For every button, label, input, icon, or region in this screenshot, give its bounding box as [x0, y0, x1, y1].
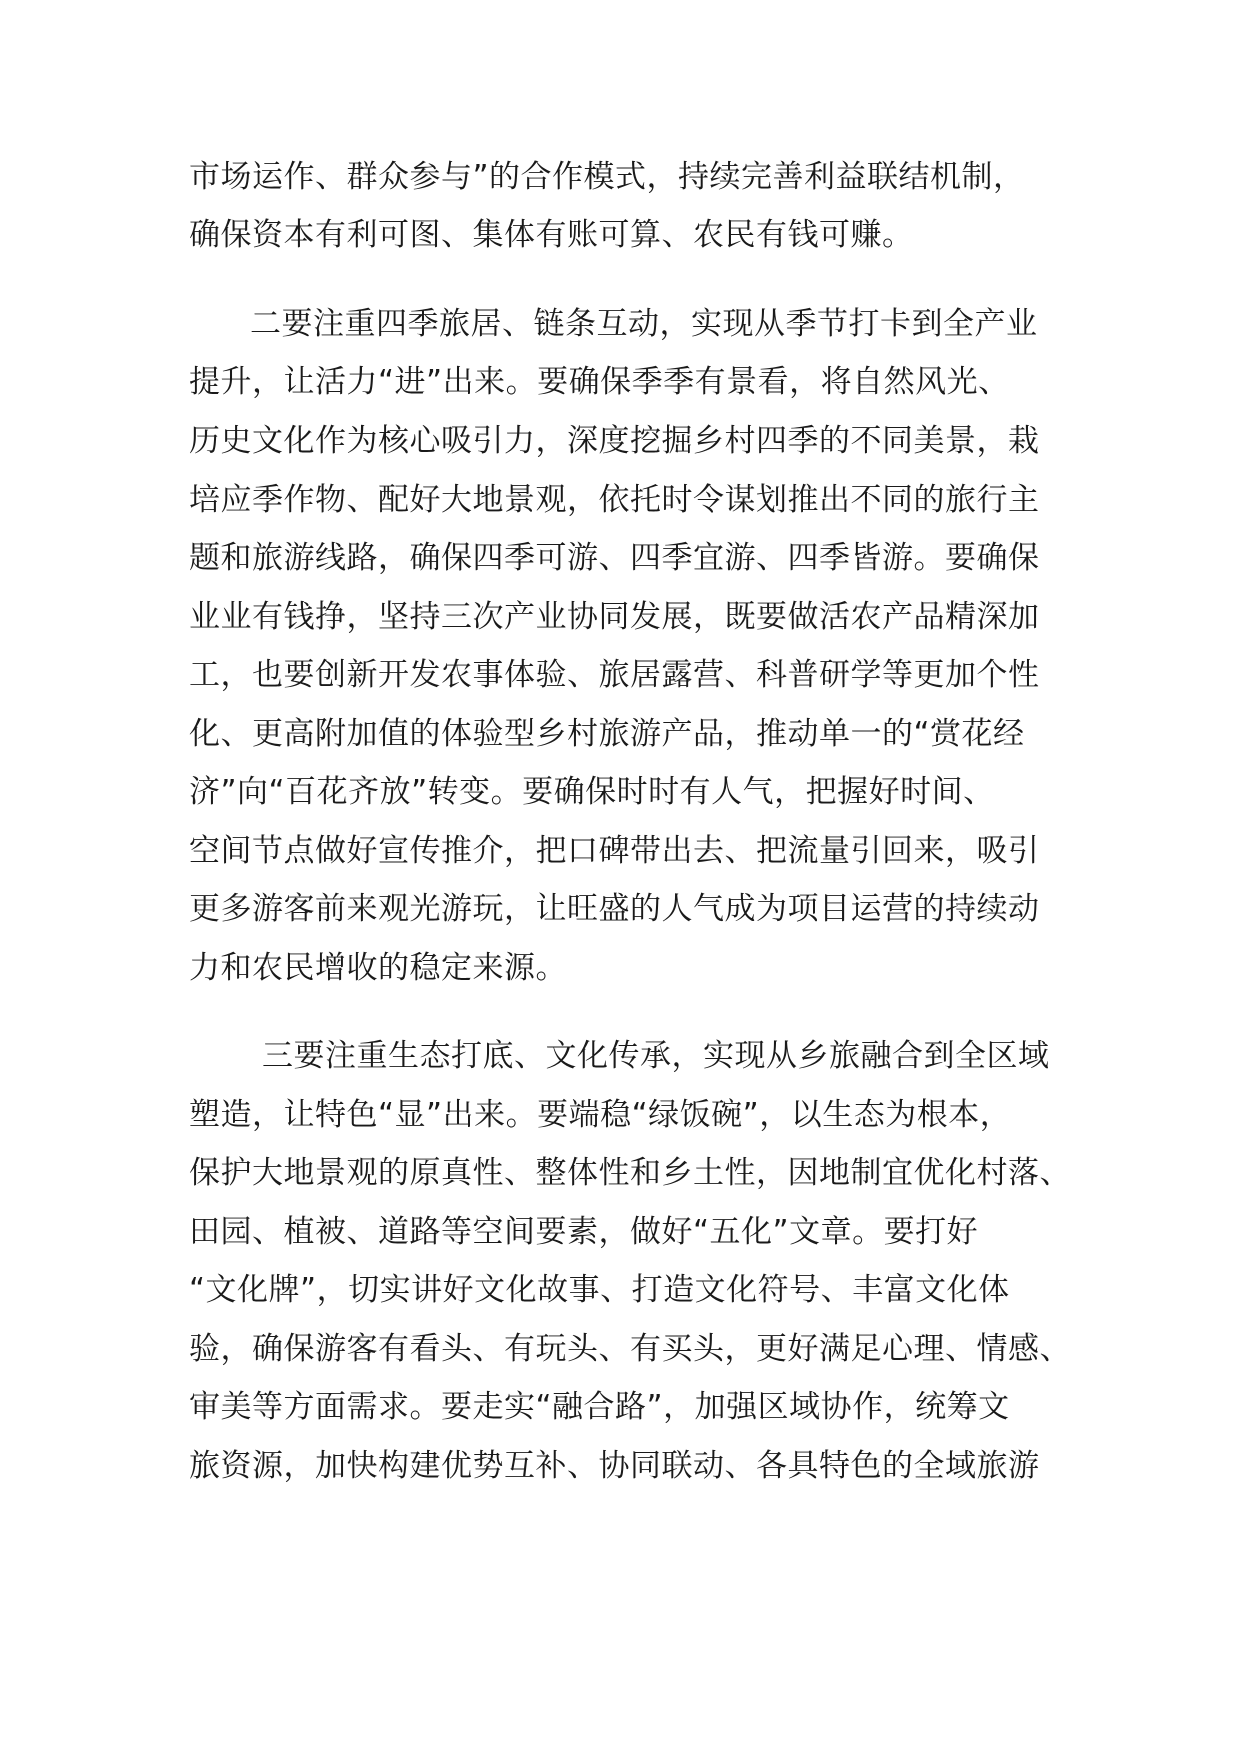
text-line: 济”向“百花齐放”转变。要确保时时有人气，把握好时间、 — [189, 774, 995, 810]
text-line: 提升，让活力“进”出来。要确保季季有景看，将自然风光、 — [189, 364, 1010, 400]
text-line: 力和农民增收的稳定来源。 — [189, 950, 567, 986]
text-line: 市场运作、群众参与”的合作模式，持续完善利益联结机制， — [189, 159, 1025, 195]
text-line: 验，确保游客有看头、有玩头、有买头，更好满足心理、情感、 — [189, 1331, 1071, 1367]
text-line: 工，也要创新开发农事体验、旅居露营、科普研学等更加个性 — [189, 657, 1040, 693]
text-line: 田园、植被、道路等空间要素，做好“五化”文章。要打好 — [189, 1214, 979, 1250]
text-line: 培应季作物、配好大地景观，依托时令谋划推出不同的旅行主 — [189, 482, 1040, 518]
paragraph-3-first-line: 三要注重生态打底、文化传承，实现从乡旅融合到全区域 — [262, 1038, 1050, 1074]
text-line: 旅资源，加快构建优势互补、协同联动、各具特色的全域旅游 — [189, 1448, 1040, 1484]
text-line: 审美等方面需求。要走实“融合路”，加强区域协作，统筹文 — [189, 1389, 1010, 1425]
text-line: 塑造，让特色“显”出来。要端稳“绿饭碗”，以生态为根本， — [189, 1097, 1012, 1133]
text-line: 历史文化作为核心吸引力，深度挖掘乡村四季的不同美景，栽 — [189, 423, 1040, 459]
text-line: 更多游客前来观光游玩，让旺盛的人气成为项目运营的持续动 — [189, 891, 1040, 927]
text-line: “文化牌”，切实讲好文化故事、打造文化符号、丰富文化体 — [189, 1272, 1010, 1308]
text-line: 保护大地景观的原真性、整体性和乡土性，因地制宜优化村落、 — [189, 1155, 1071, 1191]
text-line: 化、更高附加值的体验型乡村旅游产品，推动单一的“赏花经 — [189, 716, 1025, 752]
text-line: 确保资本有利可图、集体有账可算、农民有钱可赚。 — [189, 217, 914, 253]
paragraph-2-first-line: 二要注重四季旅居、链条互动，实现从季节打卡到全产业 — [250, 306, 1038, 342]
text-line: 空间节点做好宣传推介，把口碑带出去、把流量引回来，吸引 — [189, 833, 1040, 869]
text-line: 题和旅游线路，确保四季可游、四季宜游、四季皆游。要确保 — [189, 540, 1040, 576]
text-line: 业业有钱挣，坚持三次产业协同发展，既要做活农产品精深加 — [189, 599, 1040, 635]
